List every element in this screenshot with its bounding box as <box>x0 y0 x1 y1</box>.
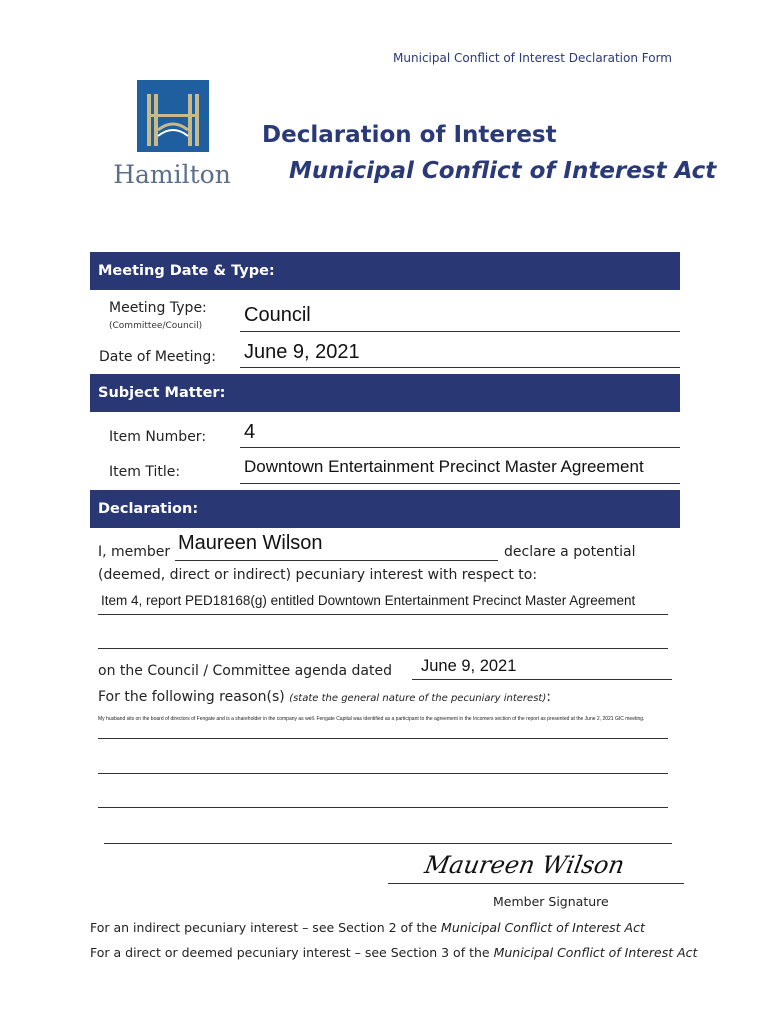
footer-direct-act: Municipal Conflict of Interest Act <box>493 945 698 960</box>
item-number-label: Item Number: <box>109 429 207 445</box>
declaration-line2: (deemed, direct or indirect) pecuniary interest with respect to: <box>98 567 538 583</box>
footer-direct-note <box>90 945 697 960</box>
item-title-label: Item Title: <box>109 464 181 480</box>
reason-field[interactable]: My husband sits on the board of directors of Fengate and is a shareholder in the company as well. Fengate Capital was identified as a participant to the agreement in the Incomers section of the report as presented at the June 2, 2021 GIC meeting. <box>98 716 645 722</box>
hamilton-logo-icon <box>137 80 209 152</box>
hamilton-logo <box>104 80 240 196</box>
logo-text: Hamilton <box>113 160 231 189</box>
section-subject-header: Subject Matter: <box>90 374 680 412</box>
respect-to-underline-2 <box>98 648 668 649</box>
reason-hint: (state the general nature of the pecuniary interest) <box>289 693 547 704</box>
reason-underline-1 <box>98 738 668 739</box>
reason-underline-2 <box>98 773 668 774</box>
member-suffix: declare a potential <box>504 544 636 560</box>
agenda-date-field[interactable]: June 9, 2021 <box>421 657 517 675</box>
footer-indirect-act: Municipal Conflict of Interest Act <box>441 920 645 935</box>
meeting-type-hint: (Committee/Council) <box>109 321 203 331</box>
member-prefix: I, member <box>98 544 171 560</box>
meeting-date-underline <box>240 367 680 368</box>
reason-colon: : <box>546 689 551 705</box>
footer-direct-prefix: For a direct or deemed pecuniary interest – see Section 3 of the <box>90 945 490 960</box>
reason-underline-4 <box>104 843 672 844</box>
form-header-title: Municipal Conflict of Interest Declaration Form <box>393 51 672 65</box>
reason-underline-3 <box>98 807 668 808</box>
meeting-type-field[interactable]: Council <box>244 304 311 326</box>
section-meeting-header: Meeting Date & Type: <box>90 252 680 290</box>
page-title: Declaration of Interest <box>262 122 557 148</box>
page-subtitle: Municipal Conflict of Interest Act <box>289 158 717 184</box>
meeting-type-label: Meeting Type: <box>109 300 207 316</box>
section-declaration-header: Declaration: <box>90 490 680 528</box>
meeting-date-label: Date of Meeting: <box>99 349 217 365</box>
footer-indirect-note <box>90 920 645 935</box>
item-number-field[interactable]: 4 <box>244 421 256 443</box>
respect-to-underline-1 <box>98 614 668 615</box>
item-title-underline <box>240 483 680 484</box>
agenda-prefix: on the Council / Committee agenda dated <box>98 663 392 679</box>
reason-prefix: For the following reason(s) <box>98 689 285 705</box>
respect-to-field[interactable]: Item 4, report PED18168(g) entitled Downtown Entertainment Precinct Master Agreement <box>101 593 636 608</box>
footer-indirect-prefix: For an indirect pecuniary interest – see Section 2 of the <box>90 920 438 935</box>
item-number-underline <box>240 447 680 448</box>
signature-label: Member Signature <box>493 894 609 909</box>
meeting-date-field[interactable]: June 9, 2021 <box>244 341 360 363</box>
member-signature-field[interactable]: Maureen Wilson <box>422 851 627 879</box>
meeting-type-underline <box>240 331 680 332</box>
member-name-field[interactable]: Maureen Wilson <box>178 532 323 554</box>
reason-line <box>98 689 551 705</box>
signature-underline <box>388 883 684 884</box>
item-title-field[interactable]: Downtown Entertainment Precinct Master Agreement <box>244 457 644 476</box>
